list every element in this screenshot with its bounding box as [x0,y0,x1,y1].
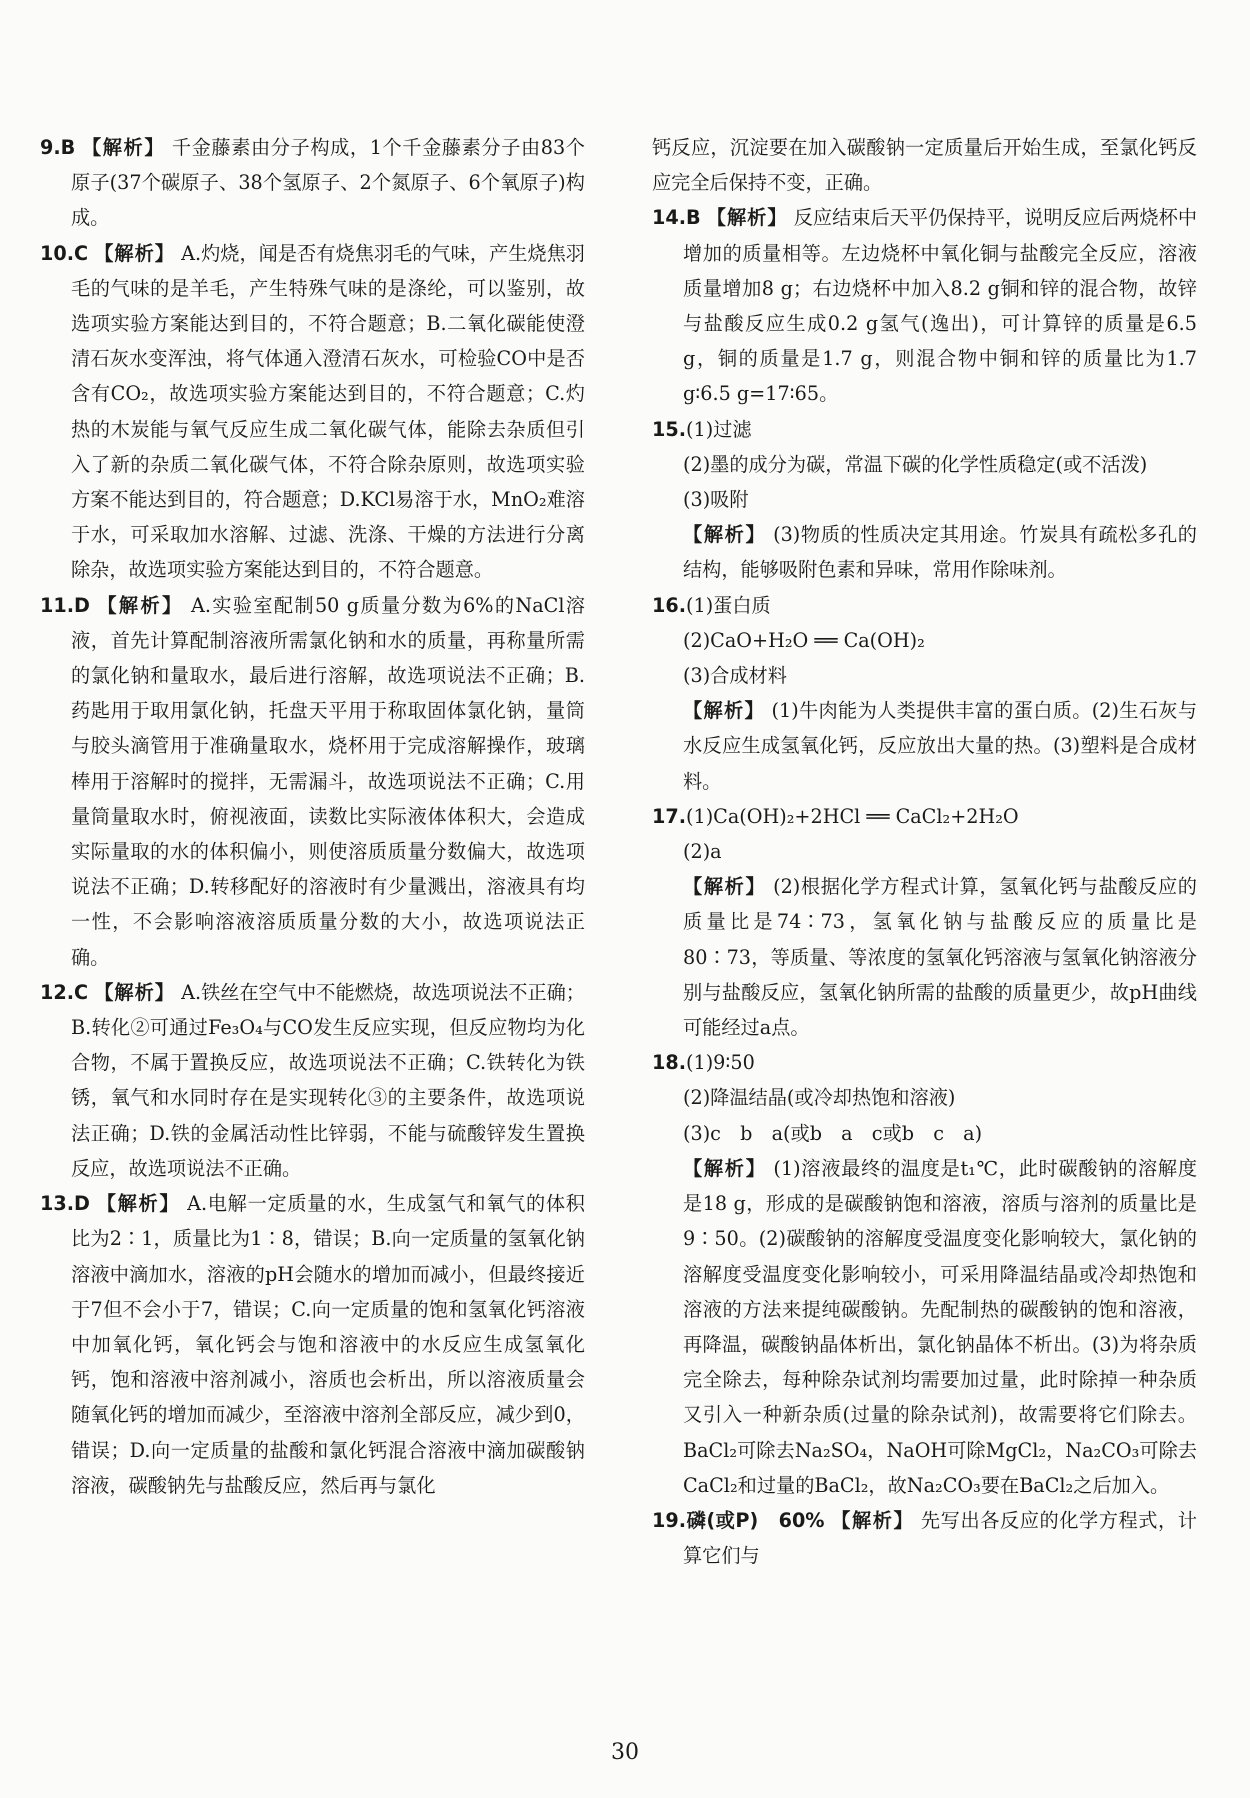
question-number: 14. [652,206,686,230]
analysis-tag: 【解析】 [683,699,766,723]
answer-line: (2)墨的成分为碳，常温下碳的化学性质稳定(或不活泼) [683,452,1148,476]
question-number: 11. [40,593,74,617]
analysis-tag: 【解析】 [831,1508,915,1532]
analysis-tag: 【解析】 [96,1192,181,1216]
analysis-text: A.实验室配制50 g质量分数为6%的NaCl溶液，首先计算配制溶液所需氯化钠和水的质量，再称量所需的氯化钠和量取水，最后进行溶解，故选项说法不正确；B.药匙用于取用氯化钠，托盘天平用于称取固体氯化钠，量筒与胶头滴管用于准确量取水，烧杯用于完成溶解操作，玻璃棒用于溶解时的搅拌，无需漏斗，故选项说法不正确；C.用量筒量取水时，俯视液面，读数比实际液体体积大，会造成实际量取的水的体积偏小，则使溶质质量分数偏大，故选项说法不正确；D.转移配好的溶液时有少量溅出，溶液具有均一性，不会影响溶液溶质质量分数的大小，故选项说法正确。 [71,593,585,969]
page-number: 30 [611,1740,639,1765]
analysis-tag: 【解析】 [683,1156,767,1180]
analysis-block [652,1151,1197,1503]
answer-item [40,1186,585,1503]
analysis-block [652,517,1197,587]
question-number: 12. [40,980,74,1004]
answer-item [40,588,585,975]
answer-line: (3)吸附 [683,488,749,512]
analysis-text: A.灼烧，闻是否有烧焦羽毛的气味，产生烧焦羽毛的气味的是羊毛，产生特殊气味的是涤纶，可以鉴别，故选项实验方案能达到目的，不符合题意；B.二氧化碳能使澄清石灰水变浑浊，将气体通入澄清石灰水，可检验CO中是否含有CO₂，故选项实验方案能达到目的，不符合题意；C.灼热的木炭能与氧气反应生成二氧化碳气体，能除去杂质但引入了新的杂质二氧化碳气体，不符合除杂原则，故选项实验方案不能达到目的，符合题意；D.KCl易溶于水，MnO₂难溶于水，可采取加水溶解、过滤、洗涤、干燥的方法进行分离除杂，故选项实验方案能达到目的，不符合题意。 [71,241,585,582]
answer-line: (1)9∶50 [686,1051,755,1075]
question-number: 17. [652,804,686,828]
analysis-tag: 【解析】 [81,136,166,159]
answer-choice: B [60,136,76,159]
question-number: 16. [652,593,686,617]
question-number: 19. [652,1508,686,1532]
answer-line: (3)合成材料 [683,664,787,688]
answer-item [40,130,585,236]
answer-line: (3)c b a(或b a c或b c a) [683,1121,983,1145]
answer-item [652,200,1197,411]
answer-item [40,975,585,1186]
question-number: 10. [40,241,74,265]
analysis-tag: 【解析】 [94,980,175,1004]
question-number: 13. [40,1192,74,1216]
answer-line: (1)蛋白质 [686,593,771,617]
analysis-tag: 【解析】 [94,241,175,265]
analysis-block [652,693,1197,799]
answer-line: (2)a [683,840,722,864]
question-number: 18. [652,1051,686,1075]
left-column [40,130,585,1503]
answer-choice: C [74,241,89,265]
answer-line: (2)CaO+H₂O ══ Ca(OH)₂ [683,628,925,652]
answer-choice: D [74,1192,90,1216]
answer-line: (2)降温结晶(或冷却热饱和溶液) [683,1086,956,1110]
analysis-tag: 【解析】 [683,875,767,899]
answer-line: (1)过滤 [686,417,752,441]
analysis-text: A.铁丝在空气中不能燃烧，故选项说法不正确；B.转化②可通过Fe₃O₄与CO发生反应实现，但反应物均为化合物，不属于置换反应，故选项说法不正确；C.铁转化为铁锈，氧气和水同时存在是实现转化③的主要条件，故选项说法正确；D.铁的金属活动性比锌弱，不能与硫酸锌发生置换反应，故选项说法不正确。 [71,980,585,1180]
analysis-text: (3)物质的性质决定其用途。竹炭具有疏松多孔的结构，能够吸附色素和异味，常用作除味剂。 [683,523,1197,582]
analysis-text: (1)牛肉能为人类提供丰富的蛋白质。(2)生石灰与水反应生成氢氧化钙，反应放出大量的热。(3)塑料是合成材料。 [683,699,1198,793]
answer-choice: 磷(或P) 60% [686,1508,825,1532]
analysis-tag: 【解析】 [683,523,767,547]
answer-item [652,588,1197,623]
analysis-text: 反应结束后天平仍保持平，说明反应后两烧杯中增加的质量相等。左边烧杯中氧化铜与盐酸完全反应，溶液质量增加8 g；右边烧杯中加入8.2 g铜和锌的混合物，故锌与盐酸反应生成0.2 g氢气(逸出)，可计算锌的质量是6.5 g，铜的质量是1.7 g，则混合物中铜和锌的质量比为1.7 g∶6.5 g=17∶65。 [683,206,1198,406]
answer-line: (1)Ca(OH)₂+2HCl ══ CaCl₂+2H₂O [686,804,1019,828]
analysis-block [652,869,1197,1045]
answer-continuation: 钙反应，沉淀要在加入碳酸钠一定质量后开始生成，至氯化钙反应完全后保持不变，正确。 [652,136,1197,195]
answer-item [652,799,1197,834]
answer-item [40,236,585,588]
analysis-text: (2)根据化学方程式计算，氢氧化钙与盐酸反应的质量比是74∶73，氢氧化钠与盐酸反应的质量比是80∶73，等质量、等浓度的氢氧化钙溶液与氢氧化钠溶液分别与盐酸反应，氢氧化钠所需的盐酸的质量更少，故pH曲线可能经过a点。 [683,875,1197,1040]
analysis-text: A.电解一定质量的水，生成氢气和氧气的体积比为2∶1，质量比为1∶8，错误；B.向一定质量的氢氧化钠溶液中滴加水，溶液的pH会随水的增加而减小，但最终接近于7但不会小于7，错误；C.向一定质量的饱和氢氧化钙溶液中加氧化钙，氧化钙会与饱和溶液中的水反应生成氢氧化钙，饱和溶液中溶剂减小，溶质也会析出，所以溶液质量会随氧化钙的增加而减少，至溶液中溶剂全部反应，减少到0，错误；D.向一定质量的盐酸和氯化钙混合溶液中滴加碳酸钠溶液，碳酸钠先与盐酸反应，然后再与氯化 [71,1192,585,1497]
analysis-text: 先写出各反应的化学方程式，计算它们与 [683,1508,1197,1568]
answer-item [652,1045,1197,1080]
answer-choice: B [686,206,701,230]
answer-item [652,412,1197,447]
answer-item [652,1503,1197,1573]
right-column [652,130,1197,1573]
answer-choice: C [74,980,89,1004]
question-number: 9. [40,136,61,159]
answer-choice: D [74,593,90,617]
analysis-text: 千金藤素由分子构成，1个千金藤素分子由83个原子(37个碳原子、38个氢原子、2个氮原子、6个氧原子)构成。 [71,136,585,230]
analysis-text: (1)溶液最终的温度是t₁℃，此时碳酸钠的溶解度是18 g，形成的是碳酸钠饱和溶液，溶质与溶剂的质量比是9∶50。(2)碳酸钠的溶解度受温度变化影响较大，氯化钠的溶解度受温度变化影响较小，可采用降温结晶或冷却热饱和溶液的方法来提纯碳酸钠。先配制热的碳酸钠的饱和溶液，再降温，碳酸钠晶体析出，氯化钠晶体不析出。(3)为将杂质完全除去，每种除杂试剂均需要加过量，此时除掉一种杂质又引入一种新杂质(过量的除杂试剂)，故需要将它们除去。BaCl₂可除去Na₂SO₄，NaOH可除MgCl₂，Na₂CO₃可除去CaCl₂和过量的BaCl₂，故Na₂CO₃要在BaCl₂之后加入。 [683,1156,1198,1497]
question-number: 15. [652,417,686,441]
analysis-tag: 【解析】 [97,593,184,617]
analysis-tag: 【解析】 [706,206,788,230]
